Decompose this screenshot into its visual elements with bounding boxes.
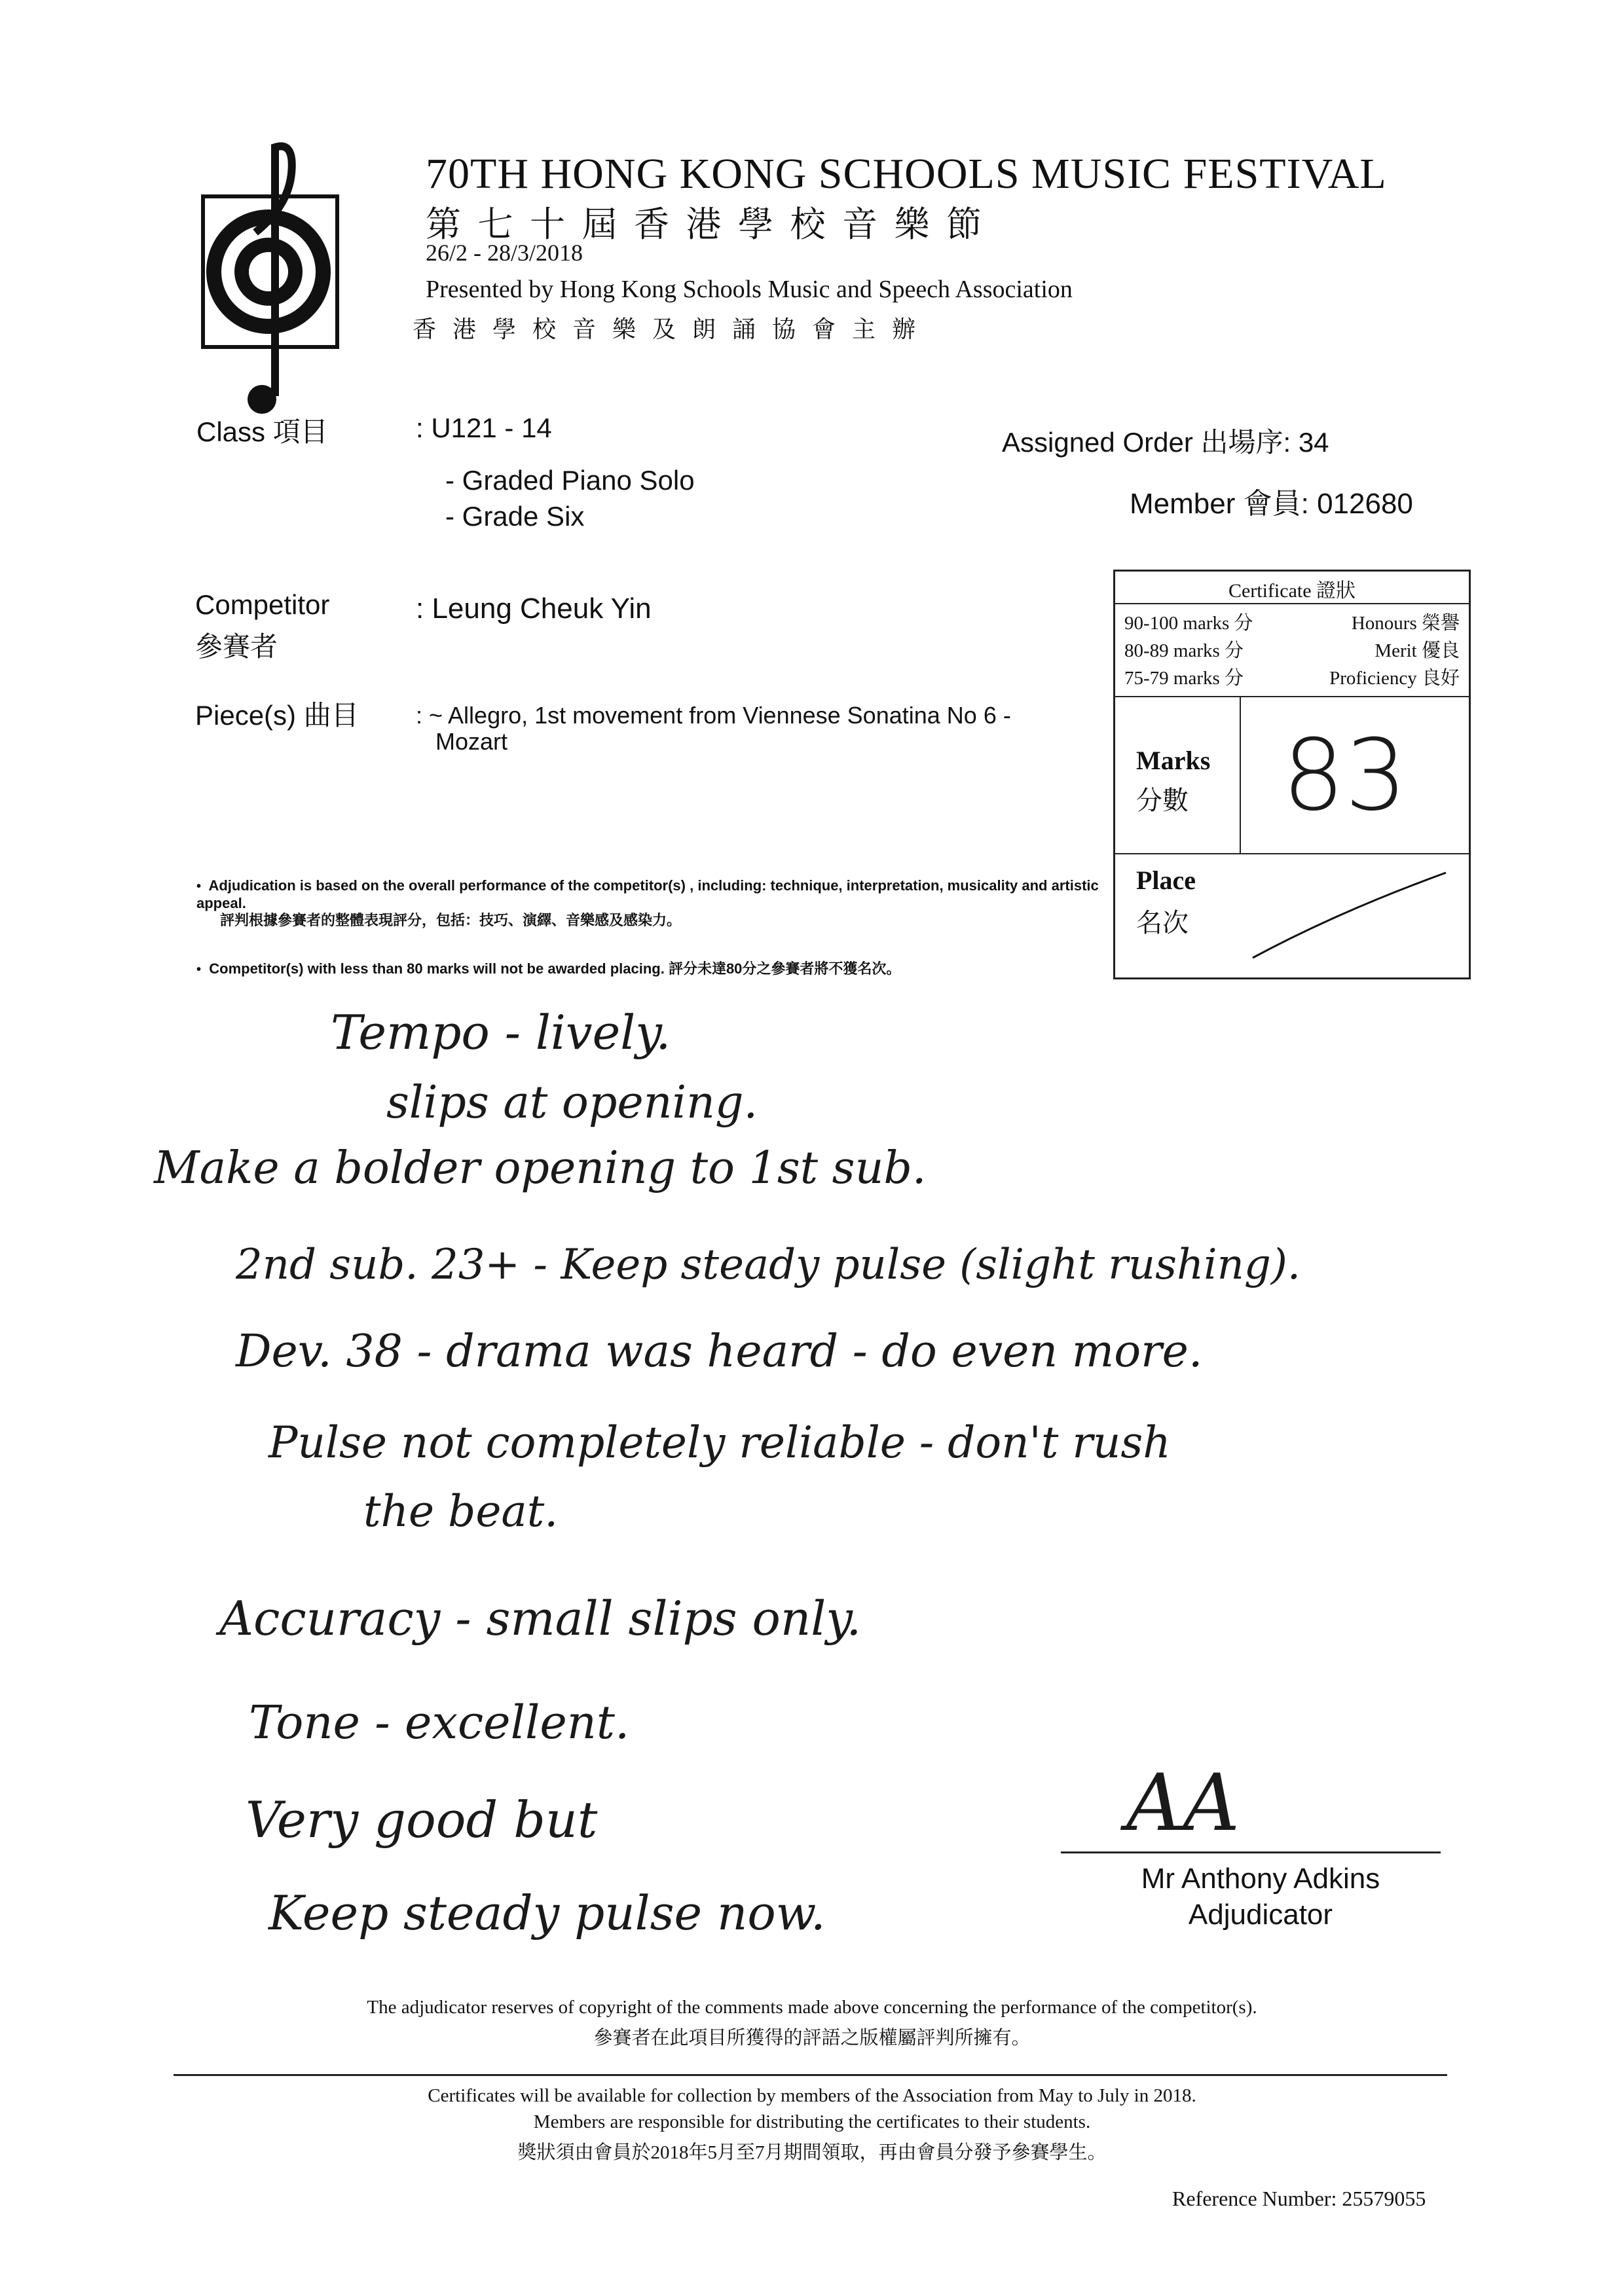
adjudication-note-text: Adjudication is based on the overall performance of the competitor(s) , including: technique, interpretation, musicality and artistic appeal. <box>196 877 1099 911</box>
festival-title-zh: 第 七 十 屆 香 港 學 校 音 樂 節 <box>426 205 986 244</box>
adjudicator-title: Adjudicator <box>1188 1899 1333 1931</box>
assigned-order-label: Assigned Order 出場序: <box>1002 427 1291 458</box>
comment-line: Pulse not completely reliable - don't rush <box>268 1417 1171 1468</box>
presented-by: Presented by Hong Kong Schools Music and Speech Association <box>426 276 1073 303</box>
member-label: Member 會員: <box>1130 488 1309 520</box>
competitor-label-zh: 參賽者 <box>195 631 278 662</box>
pieces-composer: Mozart <box>435 728 508 755</box>
certificate-row <box>1124 608 1460 635</box>
class-desc-1: - Graded Piano Solo <box>445 465 695 496</box>
comment-line: slips at opening. <box>386 1077 758 1129</box>
competitor-name: : Leung Cheuk Yin <box>416 592 652 625</box>
comment-line: Dev. 38 - drama was heard - do even more. <box>236 1326 1203 1377</box>
presented-by-zh: 香 港 學 校 音 樂 及 朗 誦 協 會 主 辦 <box>413 316 921 342</box>
pieces-label: Piece(s) 曲目 <box>195 700 359 731</box>
certificate-award: Merit 優良 <box>1375 640 1460 661</box>
place-label: Place <box>1136 866 1196 895</box>
certificate-range: 90-100 marks 分 <box>1124 613 1253 634</box>
reference-number: Reference Number: 25579055 <box>1172 2187 1426 2210</box>
place-strike-line <box>1240 860 1462 971</box>
collection-note: Certificates will be available for collection by members of the Association from May to July in 2018. <box>428 2085 1196 2106</box>
certificate-range: 75-79 marks 分 <box>1124 668 1244 689</box>
pieces-value: : ~ Allegro, 1st movement from Viennese Sonatina No 6 - <box>416 702 1011 729</box>
marks-value: 83 <box>1282 719 1407 833</box>
class-label: Class 項目 <box>196 416 328 447</box>
marks-label-zh: 分數 <box>1136 786 1189 815</box>
placing-note: • Competitor(s) with less than 80 marks will not be awarded placing. 評分未達80分之參賽者將不獲名次。 <box>196 960 901 977</box>
certificate-title: Certificate 證狀 <box>1228 580 1356 602</box>
class-desc-2: - Grade Six <box>445 501 585 532</box>
certificate-row <box>1124 636 1460 663</box>
collection-note-zh: 獎狀須由會員於2018年5月至7月期間領取，再由會員分發予參賽學生。 <box>517 2142 1107 2163</box>
footer-divider <box>174 2074 1447 2076</box>
festival-logo <box>196 134 347 422</box>
adjudication-note-zh: 評判根據參賽者的整體表現評分，包括：技巧、演繹、音樂感及感染力。 <box>220 912 682 928</box>
copyright-note: The adjudicator reserves of copyright of the comments made above concerning the performance of the competitor(s). <box>367 1997 1257 2018</box>
marks-label: Marks <box>1136 746 1211 775</box>
copyright-note-zh: 參賽者在此項目所獲得的評語之版權屬評判所擁有。 <box>593 2028 1031 2049</box>
assigned-order <box>1002 421 1329 460</box>
certificate-range: 80-89 marks 分 <box>1124 640 1244 661</box>
signature-line <box>1061 1851 1441 1853</box>
member-value: 012680 <box>1317 488 1413 520</box>
certificate-row <box>1124 663 1460 690</box>
comment-line: Keep steady pulse now. <box>268 1886 826 1941</box>
certificate-box <box>1113 570 1471 979</box>
comment-line: 2nd sub. 23+ - Keep steady pulse (slight rushing). <box>236 1241 1301 1289</box>
certificate-award: Proficiency 良好 <box>1329 668 1460 689</box>
comment-line: Accuracy - small slips only. <box>219 1591 862 1646</box>
comment-line: the beat. <box>363 1486 559 1537</box>
member-number <box>1130 480 1413 522</box>
assigned-order-value: 34 <box>1298 427 1329 458</box>
comment-line: Tone - excellent. <box>249 1696 630 1749</box>
placing-note-text: Competitor(s) with less than 80 marks will not be awarded placing. 評分未達80分之參賽者將不獲名次。 <box>209 960 901 977</box>
adjudicator-name: Mr Anthony Adkins <box>1141 1863 1380 1895</box>
class-value: : U121 - 14 <box>416 412 552 443</box>
treble-clef-logo-icon <box>196 134 347 422</box>
place-label-zh: 名次 <box>1136 908 1189 938</box>
festival-title: 70TH HONG KONG SCHOOLS MUSIC FESTIVAL <box>426 150 1387 198</box>
adjudication-note: • Adjudication is based on the overall performance of the competitor(s) , including: technique, interpretation, musicality and artistic appeal. 評判根據參賽者的整體表現評分，包括：技巧、演繹、音樂感及感染力。 <box>196 877 1099 928</box>
competitor-label: Competitor <box>195 589 330 620</box>
festival-dates: 26/2 - 28/3/2018 <box>426 240 583 266</box>
certificate-award: Honours 榮譽 <box>1351 613 1460 634</box>
comment-line: Tempo - lively. <box>331 1005 671 1060</box>
adjudicator-signature: AA <box>1126 1758 1240 1849</box>
comment-line: Very good but <box>246 1791 598 1849</box>
comment-line: Make a bolder opening to 1st sub. <box>154 1142 927 1194</box>
collection-note-2: Members are responsible for distributing the certificates to their students. <box>533 2111 1091 2132</box>
